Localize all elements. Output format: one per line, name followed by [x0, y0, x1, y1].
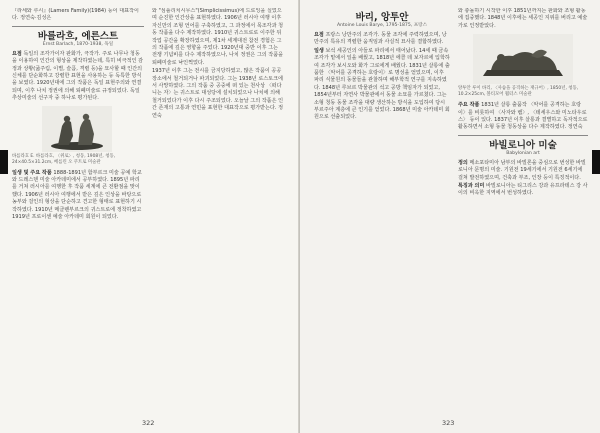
paragraph-label: 일생 및 주요 작품 — [12, 169, 52, 176]
left-edge-tab — [0, 150, 8, 174]
barlach-sculpture-photo — [42, 106, 112, 152]
paragraph — [458, 183, 588, 198]
paragraph-label: 요점 — [12, 50, 22, 57]
entry-title-barye: 바리, 앙투안 — [355, 12, 409, 23]
paragraph-text: 1888-1891년 함부르크 미술 공예 학교와 드레스덴 미술 아카데미에서 공부하였다. 1895년 파리를 거쳐 러시아를 여행한 후 작품 세계에 큰 전환점을 맞이했다. 1906년 러시아 여행에서 받은 깊은 인상을 바탕으로 농부와 걸인의 형상을 단순하고 견고한 형태로 표현하기 시작하였다. 1910년 메클렌부르크의 귀스트로에 정착하였고 1919년 프로이센 예술 아카데미 회원이 되었다. — [12, 169, 142, 221]
paragraph: 와 "심플리치시무스"(Simplicissimus)에 드로잉을 실었으며 순진한 인간상을 표현하였다. 1906년 러시아 여행 이후 자신만의 조형 언어를 구축하였고, 그 과정에서 목조각과 청동 작품을 다수 제작하였다. 1910년 귀스트로로 이주한 뒤 작업 공간을 확장하였으며, 제1차 세계대전 참전 경험은 그의 작품에 깊은 영향을 주었다. 1920년대 중반 이후 그는 전쟁 기념비를 다수 제작하였으나, 나치 정권은 그의 작품을 퇴폐미술로 낙인찍었다. — [152, 8, 284, 66]
paragraph — [12, 51, 144, 103]
photo-caption: 바를라흐 E. 바를라흐, 〈위로〉, 청동, 1908년, 청동, 24×40.5×31.2cm, 베를린 오 쿠트로 미술관 — [12, 153, 116, 165]
paragraph-label: 요점 — [314, 32, 324, 38]
paragraph — [458, 160, 588, 182]
paragraph: 1937년 이후 그는 전시를 금지당하였고, 많은 작품이 공공장소에서 철거되거나 파괴되었다. 그는 1938년 로스토크에서 사망하였다. 그의 작품 중 공중에 떠 있는 천사상 〈떠다니는 자〉는 귀스트로 대성당에 설치되었으나 나치에 의해 철거되었다가 이후 다시 주조되었다. 오늘날 그의 작품은 인간 존재의 고통과 연민을 표현한 대표작으로 평가받는다. 정연숙 — [152, 68, 284, 119]
entry-subtitle-barye: Antoine Louis Barye, 1795-1875, 프랑스 — [336, 23, 428, 28]
divider — [12, 26, 144, 27]
left-column-2 — [152, 8, 284, 393]
entry-title-barlach: 바를라흐, 에른스트 — [37, 30, 119, 42]
paragraph-label: 특징과 의미 — [458, 183, 485, 190]
right-column-1 — [314, 8, 450, 393]
page-number-right: 323 — [442, 419, 455, 427]
paragraph — [314, 48, 450, 122]
intro-text: 『라세와 루시』(Lamers Family)(1984) 등이 대표작이다. 정연숙·김성은 — [12, 8, 139, 22]
paragraph-text: 독일의 조각가이자 판화가, 극작가. 주로 나무나 청동을 이용하여 인간의 형상을 제작하였는데, 특히 비극적인 감정과 상황(굶주림, 이별, 슬픔, 격렬 등)을 묘사할 때 인간의 신체를 단순화하고 강렬한 표현을 사용하는 등 독특한 방식을 보였다. 1920년대에 그의 작품은 독일 표현주의와 연결되며, 이후 나치 정권에 의해 퇴폐미술로 규정되었다. 독일 추상미술의 선구자 중 하나로 평가된다. — [12, 50, 144, 102]
paragraph-text: 보석 세공인의 아들로 파리에서 태어났다. 14세 때 금속 조각가 밑에서 일을 배웠고, 1818년 에콜 데 보자르에 입학하여 조각가 보시오와 화가 그로에게 배웠다. 1831년 살롱에 출품한 〈악어를 공격하는 호랑이〉로 명성을 얻었으며, 이후 파리 식물원의 동물들을 관찰하며 해부학적 연구를 지속하였다. 1848년 루브르 박물관의 석고 공방 책임자가 되었고, 1854년부터 자연사 박물관에서 동물 소묘를 가르쳤다. 그는 소형 청동 동물 조각을 대량 생산하는 방식을 도입하여 당시 부르주아 계층에 큰 인기를 얻었다. 1868년 미술 아카데미 회원으로 선출되었다. — [314, 47, 450, 121]
right-column-2 — [458, 8, 588, 393]
sculpture-illustration — [42, 106, 112, 152]
entry-title-babylonian: 바빌로니아 미술 — [489, 139, 557, 151]
entry-subtitle-barlach: Ernst Barlach, 1870-1938, 독일 — [42, 41, 114, 47]
barye-sculpture-photo — [473, 34, 573, 84]
left-column-1 — [12, 8, 144, 393]
paragraph-label: 주요 작품 — [458, 102, 480, 109]
paragraph-label: 일생 — [314, 47, 324, 54]
entry-subtitle-babylonian: Babylonian art — [506, 150, 540, 156]
right-page — [300, 0, 600, 433]
sculpture-illustration — [473, 34, 573, 84]
paragraph-text: 1831년 살롱 출품작 〈악어를 공격하는 호랑이〉를 비롯하여 〈사자와 뱀〉, 〈테세우스와 미노타우로스〉 등이 있다. 1837년 이후 살롱과 결별하고 독자적으로 활동하면서 소형 동물 청동상을 다수 제작하였다. 정연숙 — [458, 102, 588, 131]
paragraph: 와 충돌하기 시작한 이후 1851년까지는 판화와 조형 활동에 집중했다. 1848년 이후에는 세공인 지위를 버리고 예술가로 인정받았다. — [458, 8, 588, 29]
paragraph — [314, 32, 450, 47]
paragraph-text: 메소포타미아 남부의 바빌론을 중심으로 번성한 바빌로니아 문명의 미술. 기원전 19세기에서 기원전 6세기에 걸쳐 발전하였으며, 건축과 부조, 인장 등이 특징적이다. — [458, 159, 586, 181]
photo-caption: 앙투안 루이 바리, 〈사슴을 공격하는 재규어〉, 1850년, 청동, 10.2×25cm, 볼티모어 월터스 미술관 — [458, 86, 579, 98]
paragraph-label: 정의 — [458, 159, 468, 166]
paragraph — [458, 102, 588, 132]
page-number-left: 322 — [142, 419, 155, 427]
paragraph — [12, 170, 144, 222]
divider — [458, 135, 588, 136]
paragraph-text: 바빌로니아는 티그리스 강과 유프라테스 강 사이의 비옥한 지역에서 번성하였다. — [458, 183, 588, 197]
right-edge-tab — [592, 150, 600, 174]
paragraph-text: 프랑스 낭만주의 조각가. 동물 조각에 주력하였으며, 낭만주의 특유의 격렬한 움직임과 사실적 묘사를 결합하였다. — [314, 32, 447, 46]
